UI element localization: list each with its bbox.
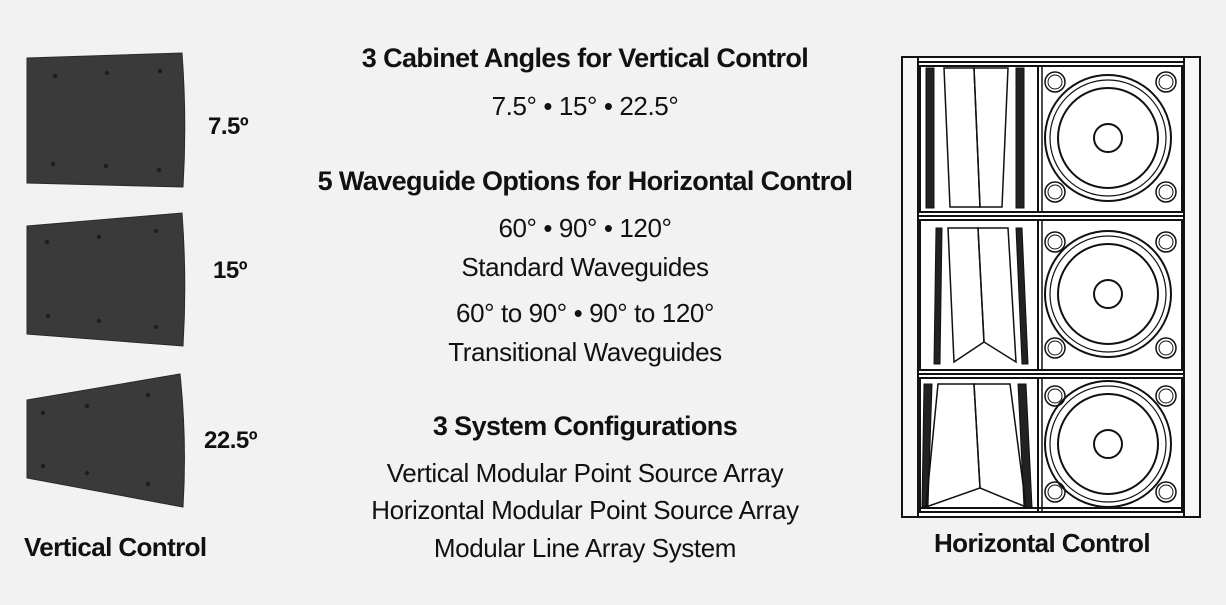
horizontal-control-caption: Horizontal Control xyxy=(934,528,1150,558)
transitional-waveguide-values: 60° to 90° • 90° to 120° xyxy=(456,298,714,328)
cabinet-angle-label: 7.5º xyxy=(208,113,249,140)
standard-waveguide-label: Standard Waveguides xyxy=(461,252,709,282)
config-item: Vertical Modular Point Source Array xyxy=(386,458,784,488)
cabinet-angle-label: 22.5º xyxy=(204,427,257,454)
transitional-waveguide-label: Transitional Waveguides xyxy=(448,337,722,367)
angles-heading: 3 Cabinet Angles for Vertical Control xyxy=(361,43,809,73)
config-heading: 3 System Configurations xyxy=(432,411,738,441)
angles-values: 7.5° • 15° • 22.5° xyxy=(491,91,679,121)
standard-waveguide-values: 60° • 90° • 120° xyxy=(498,213,672,243)
waveguide-heading: 5 Waveguide Options for Horizontal Control xyxy=(317,166,853,196)
config-item: Modular Line Array System xyxy=(433,533,737,563)
cabinet-side-15 xyxy=(24,210,189,350)
vertical-control-caption: Vertical Control xyxy=(24,532,207,562)
config-item: Horizontal Modular Point Source Array xyxy=(371,495,799,525)
cabinet-angle-label: 15º xyxy=(213,257,247,284)
speaker-array-front xyxy=(898,52,1204,522)
cabinet-side-7-5 xyxy=(24,50,189,190)
cabinet-side-22-5 xyxy=(24,372,189,510)
